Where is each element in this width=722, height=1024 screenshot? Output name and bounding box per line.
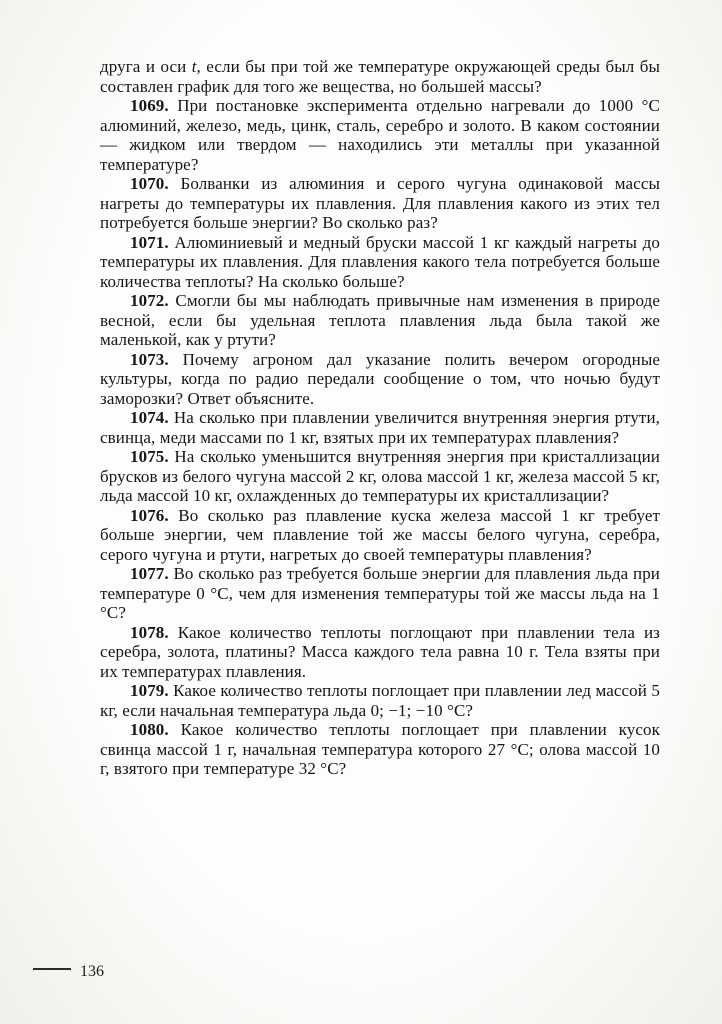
problem-number: 1071. — [130, 232, 169, 252]
continuation-prefix: друга и оси — [100, 57, 192, 76]
problem-number: 1079. — [130, 681, 169, 700]
problem-number: 1070. — [130, 174, 169, 193]
problem-item — [100, 447, 660, 506]
problem-item — [100, 506, 660, 565]
problem-number: 1072. — [130, 291, 169, 310]
problem-item — [100, 720, 660, 779]
problem-number: 1075. — [130, 447, 169, 466]
problem-item — [100, 174, 660, 233]
problem-number: 1074. — [130, 408, 169, 427]
problem-text: На сколько при плавлении увеличится внутренняя энергия ртути, свинца, меди массами по 1 кг, взятых при их температурах плавления? — [100, 408, 660, 447]
continuation-paragraph — [100, 57, 660, 96]
problem-item — [100, 564, 660, 623]
page-footer — [33, 963, 104, 981]
problem-number: 1073. — [130, 349, 169, 369]
problem-text: Какое количество теплоты поглощает при плавлении кусок свинца массой 1 г, начальная температура которого 27 °С; олова массой 10 г, взятого при температуре 32 °С? — [100, 720, 660, 778]
problem-item — [100, 350, 660, 409]
problem-number: 1069. — [130, 96, 169, 115]
problem-text: Во сколько раз требуется больше энергии для плавления льда при температуре 0 °С, чем для изменения температуры той же массы льда на 1 °С? — [100, 564, 660, 622]
problem-text: Болванки из алюминия и серого чугуна одинаковой массы нагреты до температуры их плавления. Для плавления какого из этих тел потребуется больше энергии? Во сколько раз? — [100, 174, 660, 232]
problem-text: Смогли бы мы наблюдать привычные нам изменения в природе весной, если бы удельная теплота плавления льда была такой же маленькой, как у ртути? — [100, 291, 660, 349]
problem-text: Какое количество теплоты поглощает при плавлении лед массой 5 кг, если начальная температура льда 0; −1; −10 °С? — [100, 681, 660, 720]
problems-list — [100, 96, 660, 779]
problem-number: 1080. — [130, 720, 169, 739]
page-number: 136 — [80, 963, 104, 980]
text-block — [100, 57, 660, 779]
problem-text: При постановке эксперимента отдельно нагревали до 1000 °С алюминий, железо, медь, цинк, сталь, серебро и золото. В каком состоянии — жидком или твердом — находились эти металлы при указанной температуре? — [100, 96, 660, 174]
problem-item — [100, 291, 660, 350]
problem-text: Алюминиевый и медный бруски массой 1 кг каждый нагреты до температуры их плавления. Для плавления какого тела потребуется больше количества теплоты? На сколько больше? — [100, 232, 660, 291]
problem-number: 1078. — [130, 622, 169, 642]
problem-item — [100, 623, 660, 682]
problem-number: 1076. — [130, 505, 169, 525]
variable-t: t — [191, 57, 197, 76]
footer-rule — [33, 968, 71, 970]
problem-text: Какое количество теплоты поглощают при плавлении тела из серебра, золота, платины? Масса каждого тела равна 10 г. Тела взяты при их температурах плавления. — [100, 622, 660, 681]
problem-number: 1077. — [130, 564, 169, 583]
problem-item — [100, 681, 660, 720]
problem-text: Почему агроном дал указание полить вечером огородные культуры, когда по радио передали сообщение о том, что ночью будут заморозки? Ответ объясните. — [100, 349, 660, 408]
continuation-suffix: , если бы при той же температуре окружающей среды был бы составлен график для того же вещества, но большей массы? — [100, 57, 660, 96]
problem-item — [100, 233, 660, 292]
problem-item — [100, 96, 660, 174]
problem-text: На сколько уменьшится внутренняя энергия при кристаллизации брусков из белого чугуна массой 2 кг, олова массой 1 кг, железа массой 5 кг, льда массой 10 кг, охлажденных до температуры их кристаллизации? — [100, 447, 660, 505]
problem-text: Во сколько раз плавление куска железа массой 1 кг требует больше энергии, чем плавление той же массы белого чугуна, серебра, серого чугуна и ртути, нагретых до своей температуры плавления? — [100, 505, 660, 564]
problem-item — [100, 408, 660, 447]
